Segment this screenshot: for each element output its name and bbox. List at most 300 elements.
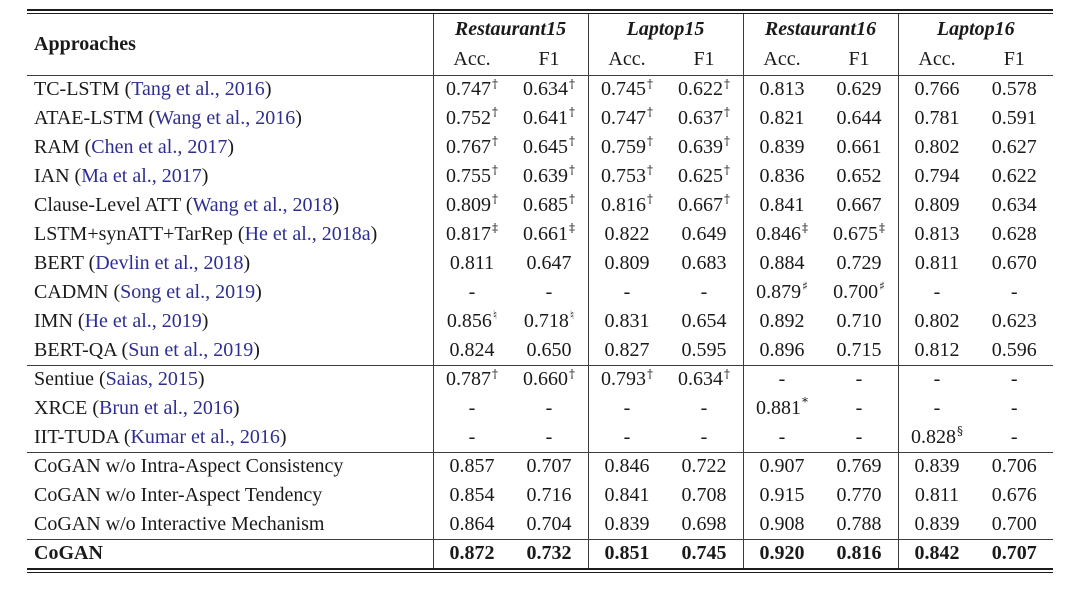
- metric-value: 0.828: [911, 425, 956, 448]
- metric-cell: [433, 481, 511, 510]
- metric-value: -: [933, 397, 941, 419]
- metric-cell: [976, 539, 1054, 568]
- method-citation: (Brun et al., 2016): [87, 397, 240, 419]
- metric-value: 0.788: [836, 512, 882, 535]
- method-cell: [27, 481, 433, 510]
- metric-value: 0.793: [601, 368, 646, 391]
- method-cell: [27, 162, 433, 191]
- subheader-restaurant16-f1: F1: [821, 45, 899, 75]
- metric-value: 0.884: [759, 252, 805, 274]
- significance-flag: †: [569, 76, 575, 91]
- metric-value: -: [468, 397, 476, 419]
- metric-value: 0.857: [449, 455, 495, 478]
- method-cell: [27, 104, 433, 133]
- metric-cell: [976, 452, 1054, 481]
- metric-value: 0.667: [836, 194, 882, 216]
- table-row: [27, 423, 1053, 452]
- significance-flag: ♮: [492, 308, 498, 323]
- table-row: [27, 133, 1053, 162]
- metric-cell: [898, 220, 976, 249]
- metric-cell: [743, 365, 821, 394]
- table-row: [27, 336, 1053, 365]
- metric-value: 0.752: [446, 107, 491, 129]
- metric-cell: [976, 75, 1054, 104]
- method-citation: (Chen et al., 2017): [79, 136, 235, 158]
- metric-cell: [898, 249, 976, 278]
- metric-value: 0.759: [601, 136, 646, 158]
- metric-value: 0.683: [681, 252, 727, 274]
- metric-value: 0.809: [604, 252, 650, 274]
- metric-cell: [433, 307, 511, 336]
- metric-cell: [976, 220, 1054, 249]
- metric-cell: [743, 75, 821, 104]
- column-header-laptop16: Laptop16: [898, 14, 1053, 45]
- significance-flag: †: [569, 192, 575, 207]
- metric-value: -: [700, 281, 708, 303]
- significance-flag: ♮: [569, 308, 575, 323]
- metric-value: 0.851: [604, 542, 650, 565]
- metric-cell: [743, 481, 821, 510]
- metric-value: -: [1010, 397, 1018, 419]
- metric-value: -: [545, 397, 553, 419]
- metric-cell: [821, 481, 899, 510]
- metric-cell: [588, 220, 666, 249]
- metric-value: 0.634: [991, 194, 1037, 216]
- metric-value: 0.747: [601, 107, 646, 129]
- significance-flag: ‡: [802, 221, 808, 236]
- metric-value: -: [545, 425, 553, 448]
- metric-cell: [588, 191, 666, 220]
- metric-value: 0.718: [523, 310, 569, 332]
- metric-cell: [666, 510, 744, 539]
- citation-link: Sun et al., 2019: [128, 338, 254, 361]
- metric-cell: [743, 278, 821, 307]
- metric-value: -: [778, 368, 786, 391]
- metric-value: -: [1010, 425, 1018, 448]
- metric-cell: [898, 104, 976, 133]
- metric-value: 0.700: [991, 512, 1037, 535]
- metric-cell: [976, 278, 1054, 307]
- method-citation: (Sun et al., 2019): [116, 338, 260, 361]
- metric-value: 0.821: [759, 107, 805, 129]
- metric-cell: [511, 75, 589, 104]
- citation-link: Wang et al., 2018: [192, 194, 333, 216]
- metric-value: 0.827: [604, 338, 650, 361]
- metric-cell: [976, 162, 1054, 191]
- metric-value: 0.864: [449, 512, 495, 535]
- metric-value: -: [700, 425, 708, 448]
- metric-value: -: [778, 425, 786, 448]
- metric-cell: [433, 220, 511, 249]
- metric-cell: [821, 365, 899, 394]
- metric-cell: [433, 75, 511, 104]
- metric-value: 0.644: [836, 107, 882, 129]
- metric-value: 0.881: [756, 397, 801, 419]
- metric-value: 0.747: [446, 78, 491, 101]
- metric-cell: [433, 278, 511, 307]
- metric-value: 0.831: [604, 310, 650, 332]
- subheader-restaurant15-f1: F1: [511, 45, 589, 75]
- citation-link: Kumar et al., 2016: [130, 425, 280, 448]
- metric-cell: [511, 394, 589, 423]
- group-header-row: [27, 14, 1053, 45]
- metric-value: 0.846: [756, 223, 801, 245]
- metric-cell: [666, 307, 744, 336]
- metric-value: 0.596: [991, 338, 1037, 361]
- metric-cell: [511, 365, 589, 394]
- metric-value: 0.813: [759, 78, 805, 101]
- significance-flag: ♯: [802, 279, 808, 294]
- metric-value: 0.634: [678, 368, 723, 391]
- metric-value: 0.676: [991, 484, 1037, 506]
- metric-cell: [588, 278, 666, 307]
- metric-cell: [898, 336, 976, 365]
- metric-value: -: [623, 397, 631, 419]
- metric-cell: [898, 307, 976, 336]
- table-row: [27, 481, 1053, 510]
- metric-cell: [821, 191, 899, 220]
- metric-cell: [666, 249, 744, 278]
- significance-flag: †: [647, 192, 653, 207]
- metric-value: 0.816: [836, 542, 882, 565]
- metric-cell: [666, 133, 744, 162]
- table-row: [27, 307, 1053, 336]
- metric-cell: [666, 539, 744, 568]
- column-header-laptop15: Laptop15: [588, 14, 743, 45]
- metric-value: 0.842: [914, 542, 960, 565]
- method-name: RAM: [34, 136, 80, 158]
- metric-value: 0.794: [914, 165, 960, 187]
- metric-value: 0.856: [446, 310, 492, 332]
- metric-cell: [588, 510, 666, 539]
- metric-value: 0.839: [759, 136, 805, 158]
- metric-cell: [821, 75, 899, 104]
- metric-cell: [588, 394, 666, 423]
- metric-cell: [976, 104, 1054, 133]
- metric-cell: [433, 336, 511, 365]
- metric-cell: [743, 249, 821, 278]
- metric-cell: [898, 539, 976, 568]
- significance-flag: †: [492, 134, 498, 149]
- metric-value: 0.623: [991, 310, 1037, 332]
- metric-value: 0.685: [523, 194, 568, 216]
- significance-flag: †: [724, 192, 730, 207]
- significance-flag: †: [724, 76, 730, 91]
- metric-cell: [666, 104, 744, 133]
- metric-value: 0.627: [991, 136, 1037, 158]
- method-citation: (He et al., 2019): [72, 310, 209, 332]
- metric-value: 0.650: [526, 338, 572, 361]
- metric-cell: [898, 133, 976, 162]
- table-header: [27, 14, 1053, 75]
- metric-value: 0.872: [449, 542, 495, 565]
- metric-value: 0.641: [523, 107, 568, 129]
- metric-cell: [821, 539, 899, 568]
- metric-cell: [588, 336, 666, 365]
- metric-value: 0.811: [914, 484, 960, 506]
- metric-cell: [821, 452, 899, 481]
- metric-value: 0.622: [678, 78, 723, 101]
- metric-value: -: [623, 425, 631, 448]
- metric-cell: [666, 481, 744, 510]
- subheader-restaurant15-acc: Acc.: [433, 45, 511, 75]
- citation-link: Tang et al., 2016: [131, 78, 265, 101]
- table-row: [27, 539, 1053, 568]
- column-header-approaches: Approaches: [27, 14, 433, 75]
- metric-cell: [511, 162, 589, 191]
- metric-cell: [666, 75, 744, 104]
- metric-value: 0.824: [449, 338, 495, 361]
- metric-value: 0.652: [836, 165, 882, 187]
- metric-value: 0.639: [678, 136, 723, 158]
- metric-value: 0.707: [991, 542, 1037, 565]
- metric-cell: [666, 336, 744, 365]
- metric-cell: [511, 423, 589, 452]
- method-cell: [27, 452, 433, 481]
- metric-cell: [743, 423, 821, 452]
- table-row: [27, 365, 1053, 394]
- metric-cell: [433, 191, 511, 220]
- citation-link: He et al., 2019: [84, 310, 202, 332]
- significance-flag: ‡: [492, 221, 498, 236]
- method-name: LSTM+synATT+TarRep: [34, 223, 233, 245]
- significance-flag: †: [724, 105, 730, 120]
- method-cell: [27, 336, 433, 365]
- metric-cell: [666, 423, 744, 452]
- metric-cell: [666, 191, 744, 220]
- significance-flag: †: [492, 105, 498, 120]
- metric-cell: [588, 104, 666, 133]
- metric-cell: [588, 423, 666, 452]
- metric-cell: [743, 510, 821, 539]
- metric-value: 0.846: [604, 455, 650, 478]
- metric-value: -: [623, 281, 631, 303]
- significance-flag: †: [569, 134, 575, 149]
- metric-cell: [588, 539, 666, 568]
- metric-value: 0.661: [523, 223, 568, 245]
- metric-cell: [588, 365, 666, 394]
- metric-cell: [588, 452, 666, 481]
- metric-cell: [666, 452, 744, 481]
- method-cell: [27, 510, 433, 539]
- metric-cell: [821, 394, 899, 423]
- method-citation: (Ma et al., 2017): [69, 165, 209, 187]
- metric-cell: [433, 423, 511, 452]
- metric-cell: [821, 104, 899, 133]
- metric-value: 0.908: [759, 512, 805, 535]
- method-cell: [27, 191, 433, 220]
- metric-value: 0.839: [914, 512, 960, 535]
- table-row: [27, 394, 1053, 423]
- citation-link: Devlin et al., 2018: [95, 252, 244, 274]
- method-citation: (Wang et al., 2016): [143, 107, 302, 129]
- method-citation: (Wang et al., 2018): [180, 194, 340, 216]
- metric-value: 0.654: [681, 310, 727, 332]
- metric-value: 0.661: [836, 136, 882, 158]
- method-name: BERT: [34, 252, 84, 274]
- method-name: TC-LSTM: [34, 78, 120, 101]
- metric-cell: [743, 104, 821, 133]
- metric-value: 0.907: [759, 455, 805, 478]
- subheader-laptop15-acc: Acc.: [588, 45, 666, 75]
- metric-value: -: [933, 281, 941, 303]
- method-cell: [27, 249, 433, 278]
- table-row: [27, 220, 1053, 249]
- table-row: [27, 510, 1053, 539]
- metric-value: 0.660: [523, 368, 568, 391]
- metric-value: 0.839: [914, 455, 960, 478]
- metric-value: 0.802: [914, 310, 960, 332]
- metric-value: 0.716: [526, 484, 572, 506]
- citation-link: Song et al., 2019: [120, 281, 256, 303]
- metric-value: 0.767: [446, 136, 491, 158]
- metric-cell: [821, 249, 899, 278]
- metric-value: 0.753: [601, 165, 646, 187]
- metric-cell: [588, 133, 666, 162]
- metric-value: 0.781: [914, 107, 960, 129]
- metric-value: 0.634: [523, 78, 568, 101]
- metric-value: -: [855, 397, 863, 419]
- metric-cell: [898, 394, 976, 423]
- citation-link: Wang et al., 2016: [155, 107, 296, 129]
- significance-flag: †: [492, 192, 498, 207]
- metric-value: 0.755: [446, 165, 491, 187]
- metric-value: 0.816: [601, 194, 646, 216]
- metric-value: 0.812: [914, 338, 960, 361]
- metric-value: 0.892: [759, 310, 805, 332]
- bottom-rule: [27, 568, 1053, 573]
- subheader-laptop16-acc: Acc.: [898, 45, 976, 75]
- metric-cell: [666, 278, 744, 307]
- significance-flag: †: [647, 366, 653, 381]
- table-row: [27, 162, 1053, 191]
- significance-flag: ‡: [569, 221, 575, 236]
- metric-cell: [976, 336, 1054, 365]
- metric-cell: [433, 452, 511, 481]
- metric-cell: [511, 452, 589, 481]
- table-row: [27, 75, 1053, 104]
- metric-cell: [511, 510, 589, 539]
- metric-cell: [898, 452, 976, 481]
- citation-link: Brun et al., 2016: [99, 397, 233, 419]
- method-cell: [27, 133, 433, 162]
- significance-flag: †: [492, 366, 498, 381]
- metric-value: 0.667: [678, 194, 723, 216]
- subheader-laptop15-f1: F1: [666, 45, 744, 75]
- metric-cell: [976, 307, 1054, 336]
- metric-cell: [511, 539, 589, 568]
- metric-cell: [511, 307, 589, 336]
- method-name: ATAE-LSTM: [34, 107, 144, 129]
- metric-cell: [588, 75, 666, 104]
- results-table: [27, 14, 1053, 568]
- metric-cell: [511, 336, 589, 365]
- metric-value: 0.745: [681, 542, 727, 565]
- method-name: IMN: [34, 310, 73, 332]
- metric-value: 0.578: [991, 78, 1037, 101]
- method-cell: [27, 220, 433, 249]
- column-header-restaurant16: Restaurant16: [743, 14, 898, 45]
- table-row: [27, 104, 1053, 133]
- metric-cell: [976, 365, 1054, 394]
- metric-cell: [743, 452, 821, 481]
- method-citation: (Kumar et al., 2016): [118, 425, 287, 448]
- metric-cell: [976, 133, 1054, 162]
- metric-cell: [976, 510, 1054, 539]
- metric-cell: [743, 539, 821, 568]
- metric-value: 0.639: [523, 165, 568, 187]
- metric-value: -: [468, 425, 476, 448]
- metric-value: 0.706: [991, 455, 1037, 478]
- metric-cell: [898, 162, 976, 191]
- metric-cell: [898, 423, 976, 452]
- method-name: IIT-TUDA: [34, 425, 119, 448]
- metric-cell: [821, 307, 899, 336]
- table-body: [27, 75, 1053, 568]
- metric-cell: [976, 249, 1054, 278]
- metric-cell: [898, 510, 976, 539]
- metric-value: 0.591: [991, 107, 1037, 129]
- metric-value: 0.809: [446, 194, 491, 216]
- metric-value: 0.745: [601, 78, 646, 101]
- method-citation: (He et al., 2018a): [232, 223, 378, 245]
- significance-flag: †: [647, 134, 653, 149]
- metric-value: 0.715: [836, 338, 882, 361]
- method-name: CoGAN: [34, 542, 103, 565]
- metric-cell: [976, 481, 1054, 510]
- method-name: IAN: [34, 165, 70, 187]
- metric-cell: [511, 278, 589, 307]
- metric-cell: [511, 104, 589, 133]
- metric-value: 0.822: [604, 223, 650, 245]
- significance-flag: †: [724, 163, 730, 178]
- metric-value: 0.766: [914, 78, 960, 101]
- metric-cell: [433, 249, 511, 278]
- metric-value: 0.729: [836, 252, 882, 274]
- metric-cell: [743, 220, 821, 249]
- method-citation: (Song et al., 2019): [108, 281, 262, 303]
- metric-cell: [898, 481, 976, 510]
- metric-value: 0.722: [681, 455, 727, 478]
- metric-cell: [976, 394, 1054, 423]
- metric-value: 0.708: [681, 484, 727, 506]
- column-header-restaurant15: Restaurant15: [433, 14, 588, 45]
- table-row: [27, 452, 1053, 481]
- citation-link: Saias, 2015: [105, 368, 198, 391]
- metric-cell: [511, 481, 589, 510]
- method-name: CoGAN w/o Interactive Mechanism: [34, 512, 325, 535]
- metric-value: 0.622: [991, 165, 1037, 187]
- citation-link: Chen et al., 2017: [91, 136, 228, 158]
- metric-cell: [743, 133, 821, 162]
- metric-cell: [511, 220, 589, 249]
- metric-cell: [511, 191, 589, 220]
- metric-cell: [433, 539, 511, 568]
- metric-cell: [588, 162, 666, 191]
- metric-cell: [976, 423, 1054, 452]
- metric-cell: [433, 510, 511, 539]
- metric-value: 0.732: [526, 542, 572, 565]
- metric-cell: [433, 394, 511, 423]
- metric-value: 0.629: [836, 78, 882, 101]
- metric-value: 0.628: [991, 223, 1037, 245]
- significance-flag: †: [492, 76, 498, 91]
- metric-value: -: [933, 368, 941, 391]
- method-name: CoGAN w/o Inter-Aspect Tendency: [34, 484, 323, 506]
- metric-value: 0.879: [756, 281, 802, 303]
- method-cell: [27, 75, 433, 104]
- metric-cell: [588, 481, 666, 510]
